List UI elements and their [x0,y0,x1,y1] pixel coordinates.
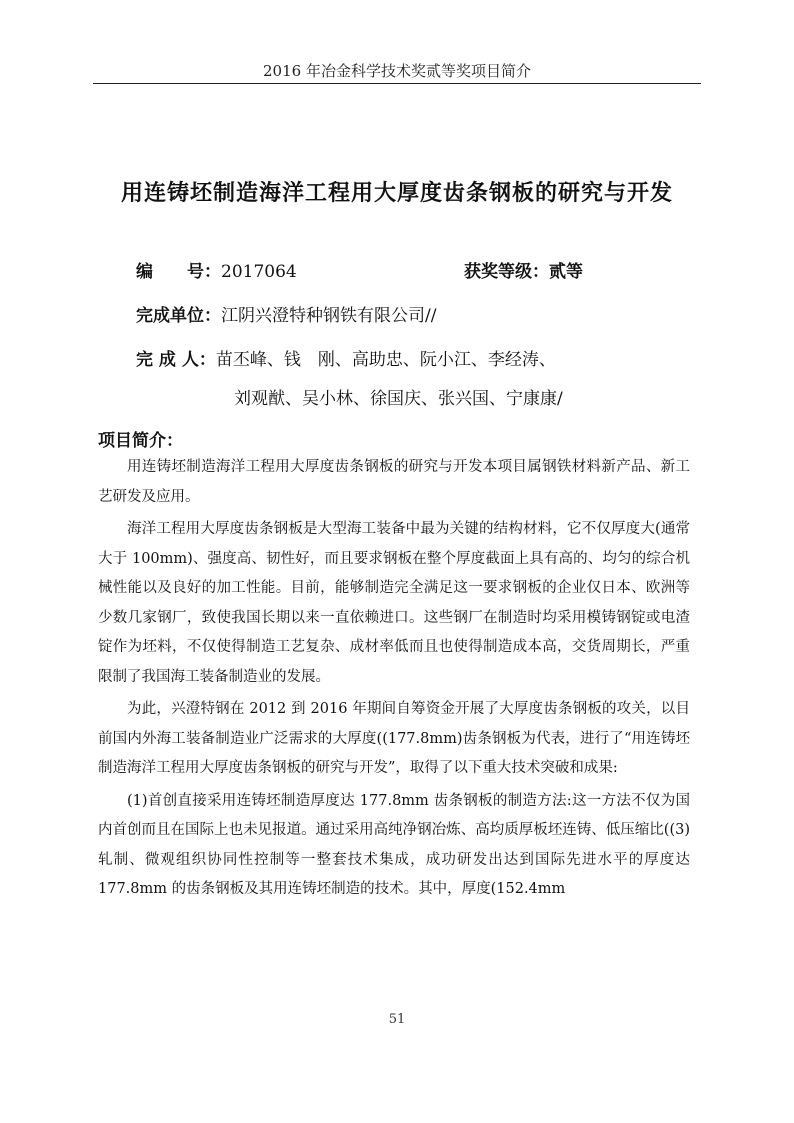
unit-value: 江阴兴澄特种钢铁有限公司// [221,306,437,326]
people-line-1: 苗丕峰、钱 刚、高助忠、阮小江、李经涛、 [215,350,556,370]
header-rule [93,83,701,84]
unit-label: 完成单位： [136,306,221,326]
page-number: 51 [388,1012,406,1027]
award-label: 获奖等级： [464,262,549,282]
running-header: 2016 年冶金科学技术奖贰等奖项目简介 [263,62,531,80]
number-label: 编 号： [136,262,221,282]
award-row [464,257,583,282]
paragraph: 海洋工程用大厚度齿条钢板是大型海工装备中最为关键的结构材料，它不仅厚度大(通常大于 100mm)、强度高、韧性好，而且要求钢板在整个厚度截面上具有高的、均匀的综合机械性能以及良好的加工性能。目前，能够制造完全满足这一要求钢板的企业仅日本、欧洲等少数几家钢厂，致使我国长期以来一直依赖进口。这些钢厂在制造时均采用模铸钢锭或电渣锭作为坯料，不仅使得制造工艺复杂、成材率低而且也使得制造成本高，交货周期长，严重限制了我国海工装备制造业的发展。 [98,521,690,685]
body-text [98,453,690,908]
unit-row [136,301,436,326]
people-label: 完 成 人： [136,350,216,370]
people-row-2 [234,384,563,409]
people-row [136,345,556,370]
number-row [136,257,297,282]
paragraph: 为此，兴澄特钢在 2012 到 2016 年期间自筹资金开展了大厚度齿条钢板的攻关，以目前国内外海工装备制造业广泛需求的大厚度((177.8mm)齿条钢板为代表，进行了“用连铸坯制造海洋工程用大厚度齿条钢板的研究与开发”，取得了以下重大技术突破和成果: [98,701,690,776]
paragraph: 用连铸坯制造海洋工程用大厚度齿条钢板的研究与开发本项目属钢铁材料新产品、新工艺研发及应用。 [98,459,690,505]
people-line-2: 刘观猷、吴小林、徐国庆、张兴国、宁康康/ [234,389,563,409]
number-value: 2017064 [221,262,297,282]
document-title: 用连铸坯制造海洋工程用大厚度齿条钢板的研究与开发 [120,181,673,206]
award-value: 贰等 [549,262,583,282]
paragraph: (1)首创直接采用连铸坯制造厚度达 177.8mm 齿条钢板的制造方法:这一方法不仅为国内首创而且在国际上也未见报道。通过采用高纯净钢冶炼、高均质厚板坯连铸、低压缩比((3)轧制、微观组织协同性控制等一整套技术集成，成功研发出达到国际先进水平的厚度达 177.8mm 的齿条钢板及其用连铸坯制造的技术。其中，厚度(152.4mm [98,792,690,897]
section-title: 项目简介： [98,431,183,451]
